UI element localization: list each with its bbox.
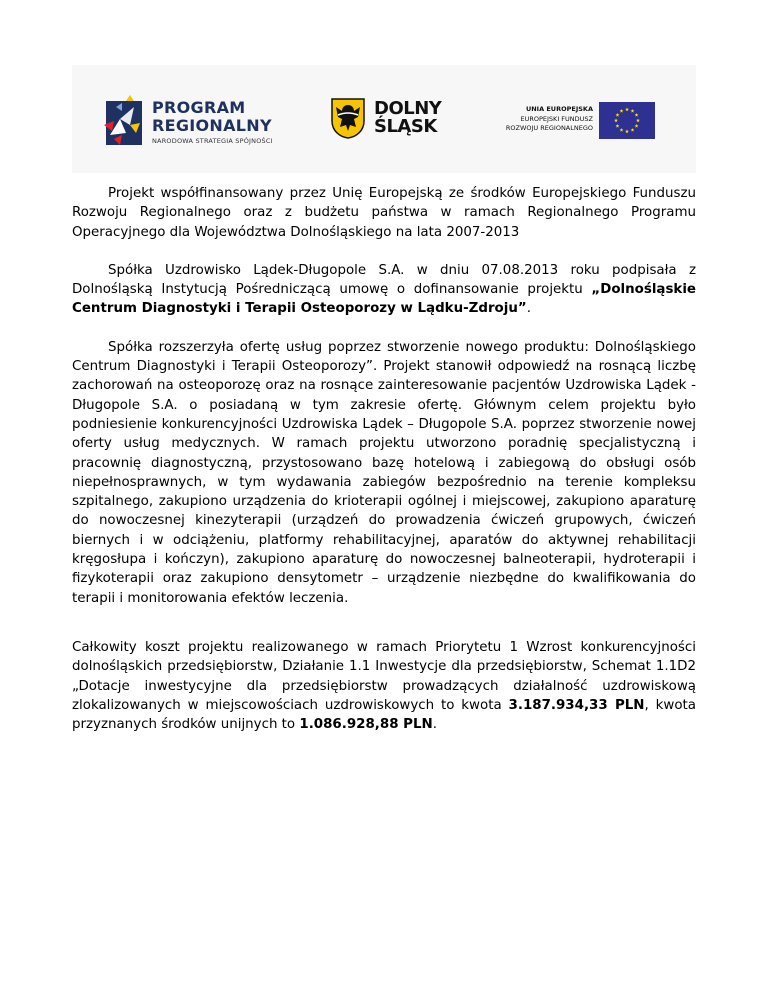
pr-title-line1: PROGRAM [152, 98, 246, 117]
document-body [72, 184, 696, 734]
project-name: „Dolnośląskie Centrum Diagnostyki i Terapii Osteoporozy w Lądku-Zdroju” [72, 282, 696, 317]
cost-text: Całkowity koszt projektu realizowanego w ramach Priorytetu 1 Wzrost konkurencyjności dolnośląskich przedsiębiorstw, Działanie 1.1 Inwestycje dla przedsiębiorstw, Schemat 1.1D2 „Dotacje inwestycyjne dla przedsiębiorstw prowadzących działalność uzdrowiskową zlokalizowanych w miejscowościach uzdrowiskowych to kwota [72, 639, 696, 713]
paragraph-cofinancing: Projekt współfinansowany przez Unię Europejską ze środków Europejskiego Funduszu Rozwoju Regionalnego oraz z budżetu państwa w ramach Regionalnego Programu Operacyjnego dla Województwa Dolnośląskiego na lata 2007-2013 [72, 186, 696, 240]
paragraph-description: Spółka rozszerzyła ofertę usług poprzez stworzenie nowego produktu: Dolnośląskiego Centrum Diagnostyki i Terapii Osteoporozy”. Projekt stanowił odpowiedź na rosnącą liczbę zachorowań na osteoporozę oraz na rosnące zainteresowanie pacjentów Uzdrowiska Lądek - Długopole S.A. o posiadaną w tym zakresie ofertę. Głównym celem projektu było podniesienie konkurencyjności Uzdrowiska Lądek – Długopole S.A. poprzez stworzenie nowej oferty usług medycznych. W ramach projektu utworzono poradnię specjalistyczną i pracownię diagnostyczną, przystosowano bazę hotelową i zabiegową do obsługi osób niepełnosprawnych, w tym wydawania zabiegów bezpośrednio na terenie kompleksu szpitalnego, zakupiono urządzenia do krioterapii ogólnej i miejscowej, zakupiono aparaturę do nowoczesnej kinezyterapii (urządzeń do prowadzenia ćwiczeń grupowych, ćwiczeń biernych i w odciążeniu, platformy rehabilitacyjnej, aparatów do aktywnej rehabilitacji kręgosłupa i kończyn), zakupiono aparaturę do nowoczesnej balneoterapii, hydroterapii i fizykoterapii oraz zakupiono densytometr – urządzenie niezbędne do kwalifikowania do terapii i monitorowania efektów leczenia. [72, 339, 696, 606]
ds-line2: ŚLĄSK [374, 116, 437, 137]
paragraph-cost [72, 638, 696, 734]
pr-title-line2: REGIONALNY [152, 116, 272, 135]
cost-mid: , kwota przyznanych środków unijnych to [72, 697, 696, 733]
dolny-slask-text [374, 100, 441, 136]
agreement-text: Spółka Uzdrowisko Lądek-Długopole S.A. w dniu 07.08.2013 roku podpisała z Dolnośląską Instytucją Pośredniczącą umowę o dofinansowanie projektu [72, 262, 696, 298]
ds-line1: DOLNY [374, 98, 442, 119]
eu-logo [485, 102, 655, 140]
eu-line3: ROZWOJU REGIONALNEGO [505, 124, 593, 132]
program-regionalny-emblem-icon [100, 95, 148, 150]
dolny-slask-logo [330, 97, 460, 142]
total-cost: 3.187.934,33 PLN [508, 697, 645, 713]
eu-line2: EUROPEJSKI FUNDUSZ [520, 115, 593, 123]
cost-end: . [432, 717, 437, 733]
dolny-slask-eagle-icon [330, 97, 366, 139]
agreement-end: . [526, 301, 531, 317]
eu-flag-icon [599, 102, 655, 139]
eu-line1: UNIA EUROPEJSKA [525, 105, 593, 113]
pr-subtitle: NARODOWA STRATEGIA SPÓJNOŚCI [152, 137, 273, 145]
eu-funds-amount: 1.086.928,88 PLN [299, 717, 433, 733]
program-regionalny-logo [100, 95, 300, 150]
paragraph-agreement [72, 261, 696, 319]
